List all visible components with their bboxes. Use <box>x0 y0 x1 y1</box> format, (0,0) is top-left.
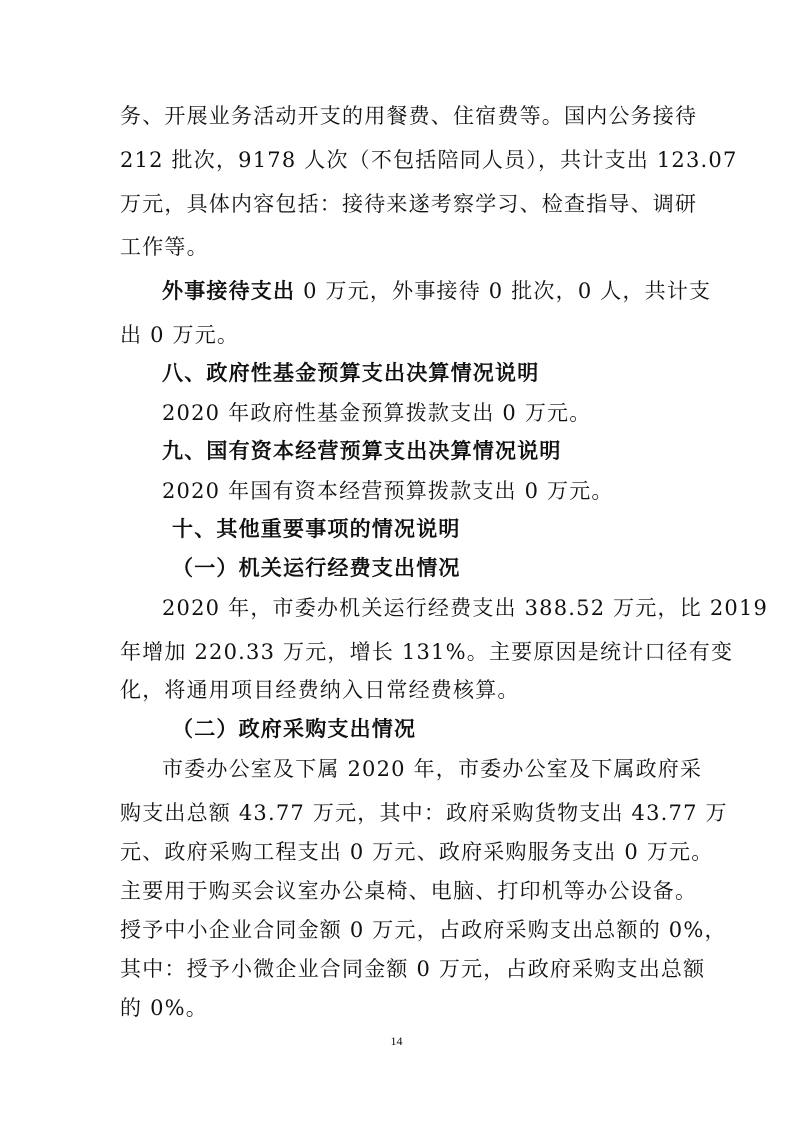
paragraph-line: 化，将通用项目经费纳入日常经费核算。 <box>120 678 520 702</box>
page-number: 14 <box>390 1034 403 1048</box>
paragraph-line: 主要用于购买会议室办公桌椅、电脑、打印机等办公设备。 <box>120 879 698 903</box>
paragraph-line: 2020 年，市委办机关运行经费支出 388.52 万元，比 2019 <box>162 596 769 620</box>
paragraph-line: 元、政府采购工程支出 0 万元、政府采购服务支出 0 万元。 <box>120 840 714 864</box>
paragraph-line: 务、开展业务活动开支的用餐费、住宿费等。国内公务接待 <box>120 104 698 128</box>
paragraph-line: 市委办公室及下属 2020 年，市委办公室及下属政府采 <box>162 757 703 781</box>
section-heading-8: 八、政府性基金预算支出决算情况说明 <box>162 360 540 385</box>
paragraph-line: 购支出总额 43.77 万元，其中：政府采购货物支出 43.77 万 <box>120 801 728 825</box>
paragraph-line: 授予中小企业合同金额 0 万元，占政府采购支出总额的 0%， <box>120 918 727 942</box>
section-heading-10: 十、其他重要事项的情况说明 <box>172 516 461 541</box>
foreign-reception-text: 0 万元，外事接待 0 批次，0 人，共计支 <box>295 279 712 303</box>
paragraph-line: 出 0 万元。 <box>120 323 240 347</box>
paragraph-line: 万元，具体内容包括：接待来遂考察学习、检查指导、调研 <box>120 192 698 216</box>
subsection-heading-1: （一）机关运行经费支出情况 <box>172 555 461 580</box>
paragraph-line: 其中：授予小微企业合同金额 0 万元，占政府采购支出总额 <box>120 957 706 981</box>
paragraph-line: 工作等。 <box>120 235 209 259</box>
section-heading-9: 九、国有资本经营预算支出决算情况说明 <box>162 438 562 463</box>
paragraph-line: 的 0%。 <box>120 996 208 1020</box>
section-body-8: 2020 年政府性基金预算拨款支出 0 万元。 <box>162 401 592 425</box>
paragraph-line: 212 批次，9178 人次（不包括陪同人员），共计支出 123.07 <box>120 148 738 172</box>
foreign-reception-line <box>162 276 712 306</box>
section-body-9: 2020 年国有资本经营预算拨款支出 0 万元。 <box>162 479 614 503</box>
subsection-heading-2: （二）政府采购支出情况 <box>172 716 417 741</box>
foreign-reception-label: 外事接待支出 <box>162 278 296 303</box>
paragraph-line: 年增加 220.33 万元，增长 131%。主要原因是统计口径有变 <box>120 640 734 664</box>
